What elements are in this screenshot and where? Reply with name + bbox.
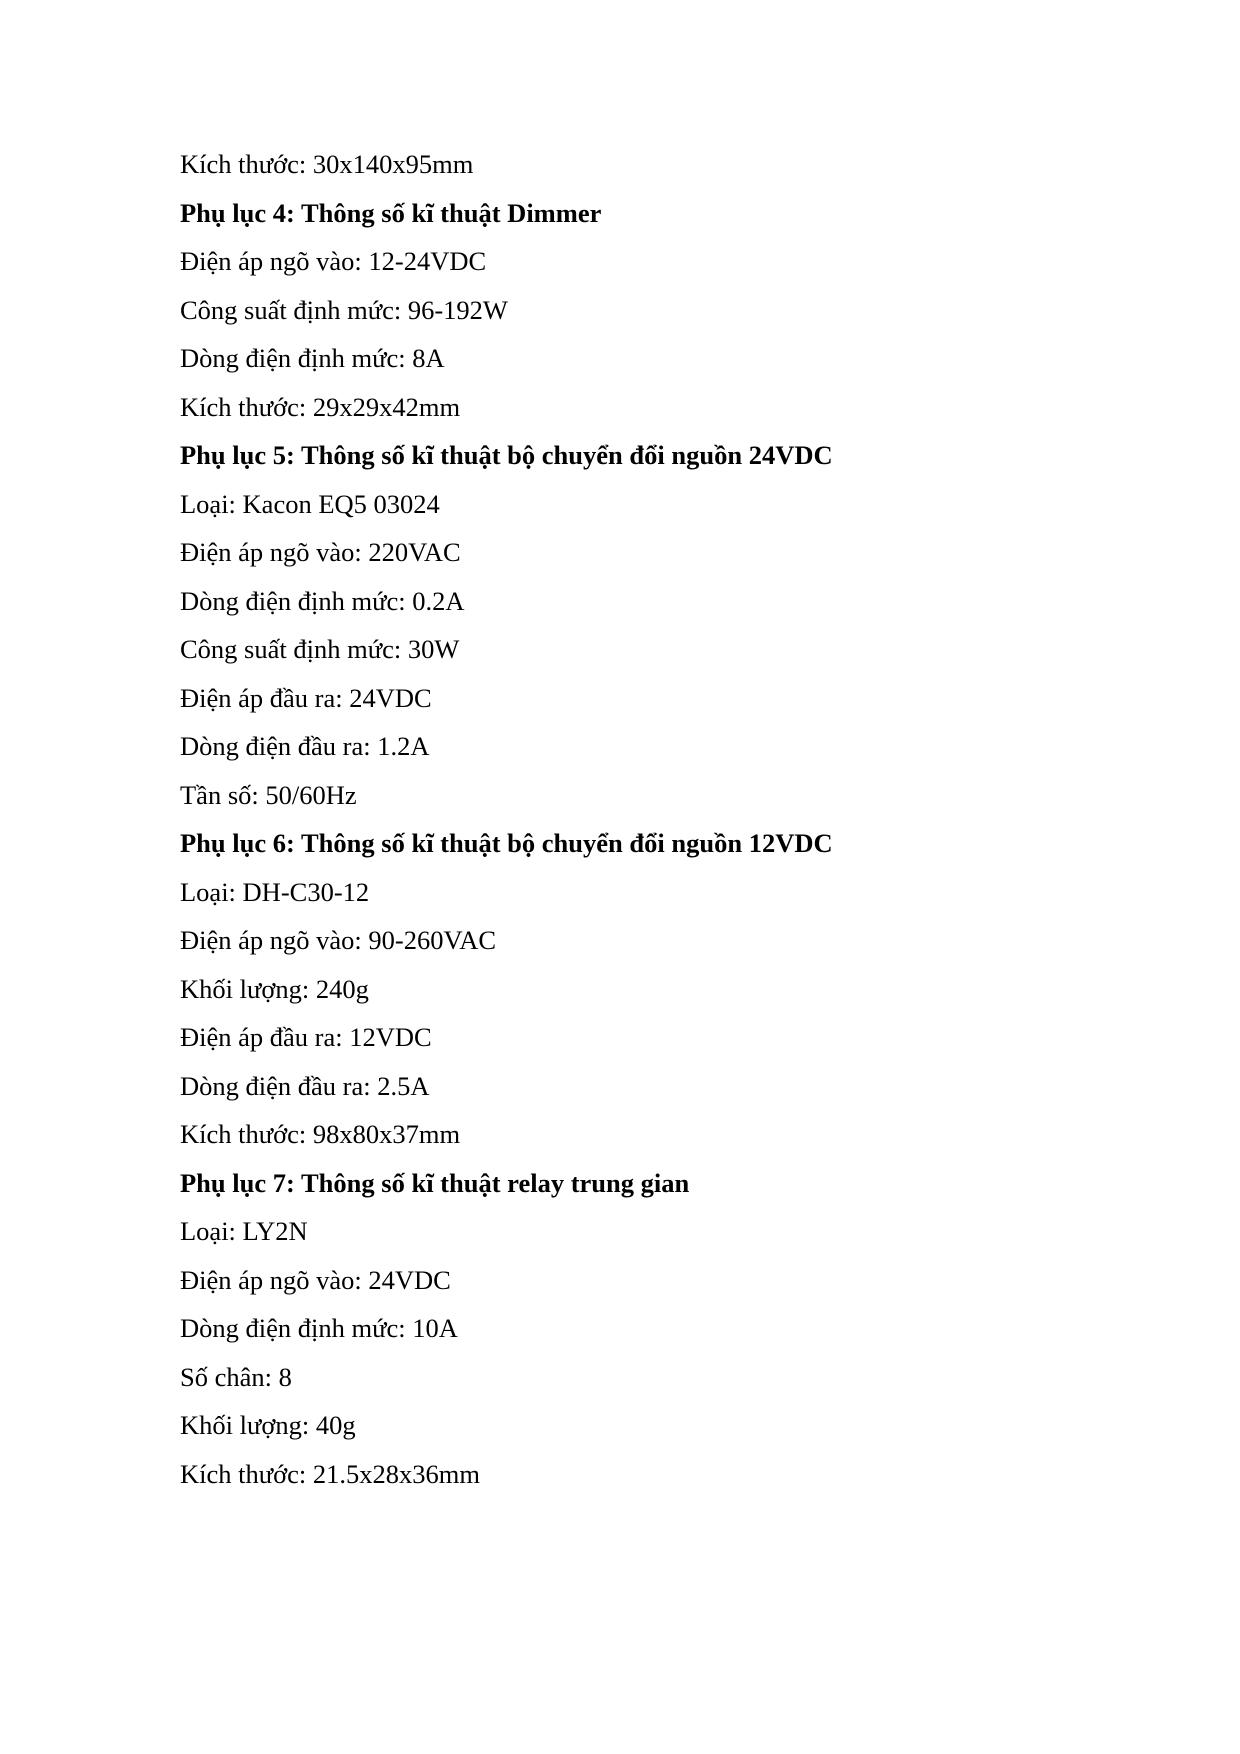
spec-line: Điện áp đầu ra: 12VDC bbox=[180, 1022, 432, 1052]
spec-line: Khối lượng: 40g bbox=[180, 1410, 356, 1440]
appendix-heading: Phụ lục 5: Thông số kĩ thuật bộ chuyển đổi nguồn 24VDC bbox=[180, 440, 833, 470]
spec-line: Kích thước: 21.5x28x36mm bbox=[180, 1458, 480, 1489]
spec-line: Loại: LY2N bbox=[180, 1216, 308, 1246]
spec-line: Dòng điện đầu ra: 1.2A bbox=[180, 731, 430, 761]
spec-line: Điện áp đầu ra: 24VDC bbox=[180, 682, 432, 713]
spec-line: Dòng điện định mức: 10A bbox=[180, 1313, 458, 1343]
appendix-heading: Phụ lục 4: Thông số kĩ thuật Dimmer bbox=[180, 197, 602, 228]
spec-line: Số chân: 8 bbox=[180, 1361, 292, 1392]
spec-line: Kích thước: 98x80x37mm bbox=[180, 1119, 461, 1149]
document-body bbox=[180, 140, 1140, 1498]
spec-line: Điện áp ngõ vào: 24VDC bbox=[180, 1264, 451, 1295]
spec-line: Công suất định mức: 96-192W bbox=[180, 294, 508, 325]
spec-line: Dòng điện định mức: 0.2A bbox=[180, 585, 465, 616]
spec-line: Điện áp ngõ vào: 90-260VAC bbox=[180, 925, 497, 955]
spec-line: Công suất định mức: 30W bbox=[180, 634, 460, 664]
appendix-heading: Phụ lục 6: Thông số kĩ thuật bộ chuyển đổi nguồn 12VDC bbox=[180, 828, 833, 858]
spec-line: Dòng điện định mức: 8A bbox=[180, 343, 445, 373]
spec-line: Tần số: 50/60Hz bbox=[180, 779, 357, 810]
spec-line: Loại: Kacon EQ5 03024 bbox=[180, 488, 440, 519]
spec-line: Dòng điện đầu ra: 2.5A bbox=[180, 1070, 430, 1101]
spec-line: Điện áp ngõ vào: 220VAC bbox=[180, 537, 461, 567]
spec-line: Loại: DH-C30-12 bbox=[180, 876, 370, 907]
spec-line: Kích thước: 29x29x42mm bbox=[180, 391, 461, 422]
spec-line: Khối lượng: 240g bbox=[180, 973, 369, 1004]
spec-line: Kích thước: 30x140x95mm bbox=[180, 149, 474, 179]
spec-line: Điện áp ngõ vào: 12-24VDC bbox=[180, 246, 487, 276]
appendix-heading: Phụ lục 7: Thông số kĩ thuật relay trung gian bbox=[180, 1167, 690, 1198]
